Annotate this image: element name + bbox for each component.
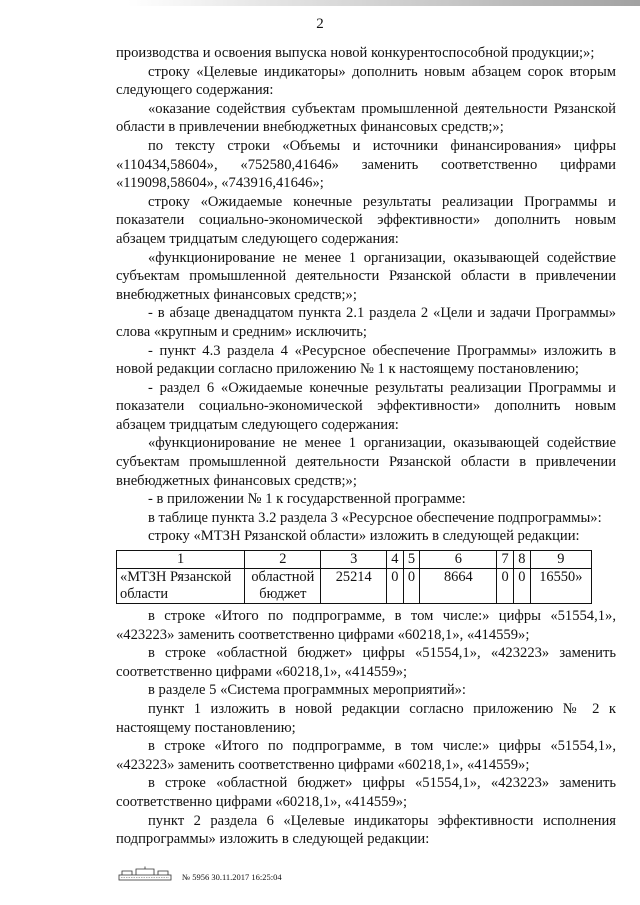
- table-row: [117, 569, 592, 604]
- registration-seal-icon: [118, 866, 172, 882]
- page-number: 2: [316, 16, 324, 32]
- table-header-cell: 3: [321, 551, 387, 569]
- paragraph: «оказание содействия субъектам промышленной деятельности Рязанской области в привлечении внебюджетных финансовых средств;»;: [116, 100, 616, 136]
- paragraph: в строке «областной бюджет» цифры «51554,1», «423223» заменить соответственно цифрами «60218,1», «414559»;: [116, 645, 616, 680]
- table-cell: 0: [403, 569, 420, 604]
- resource-table: [116, 550, 592, 604]
- paragraphs-after-table: [116, 607, 616, 849]
- scan-edge-shadow: [0, 0, 640, 6]
- paragraph: пункт 1 изложить в новой редакции согласно приложению № 2 к настоящему постановлению;: [116, 701, 616, 736]
- paragraph: производства и освоения выпуска новой конкурентоспособной продукции;»;: [116, 45, 595, 61]
- paragraph: строку «МТЗН Рязанской области» изложить в следующей редакции:: [148, 528, 580, 545]
- paragraph: пункт 2 раздела 6 «Целевые индикаторы эффективности исполнения подпрограммы» изложить в следующей редакции:: [116, 812, 616, 848]
- paragraph: - пункт 4.3 раздела 4 «Ресурсное обеспечение Программы» изложить в новой редакции согласно приложению № 1 к настоящему постановлению;: [116, 342, 616, 378]
- table-cell: 25214: [321, 569, 387, 604]
- table-cell: 0: [497, 569, 514, 604]
- table-header-row: [117, 551, 592, 569]
- table-header-cell: 2: [245, 551, 321, 569]
- table-cell: областной бюджет: [245, 569, 321, 604]
- paragraph: - раздел 6 «Ожидаемые конечные результаты реализации Программы и показатели социально-экономической эффективности» дополнить новым абзацем тридцатым следующего содержания:: [116, 379, 616, 433]
- paragraph: в строке «Итого по подпрограмме, в том числе:» цифры «51554,1», «423223» заменить соответственно цифрами «60218,1», «414559»;: [116, 738, 616, 773]
- paragraph: строку «Ожидаемые конечные результаты реализации Программы и показатели социально-экономической эффективности» дополнить новым абзацем тридцатым следующего содержания:: [116, 193, 616, 247]
- paragraph: в строке «Итого по подпрограмме, в том числе:» цифры «51554,1», «423223» заменить соответственно цифрами «60218,1», «414559»;: [116, 608, 616, 643]
- paragraph: «функционирование не менее 1 организации, оказывающей содействие субъектам промышленной деятельности Рязанской области в привлечении внебюджетных финансовых средств;»;: [116, 249, 616, 303]
- table-header-cell: 5: [403, 551, 420, 569]
- table-header-cell: 4: [387, 551, 404, 569]
- paragraphs-before-table: [116, 44, 616, 546]
- paragraph: в разделе 5 «Система программных мероприятий»:: [148, 682, 466, 699]
- paragraph: «функционирование не менее 1 организации, оказывающей содействие субъектам промышленной деятельности Рязанской области в привлечении внебюджетных финансовых средств;»;: [116, 435, 616, 489]
- table-header-cell: 1: [117, 551, 245, 569]
- paragraph: строку «Целевые индикаторы» дополнить новым абзацем сорок вторым следующего содержания:: [116, 63, 616, 99]
- table-header-cell: 8: [513, 551, 530, 569]
- document-body: [116, 44, 616, 849]
- table-header-cell: 6: [420, 551, 497, 569]
- table-header-cell: 7: [497, 551, 514, 569]
- table-cell: 16550»: [530, 569, 591, 604]
- paragraph: - в абзаце двенадцатом пункта 2.1 раздела 2 «Цели и задачи Программы» слова «крупным и средним» исключить;: [116, 305, 616, 340]
- table-cell: «МТЗН Рязанской области: [117, 569, 245, 604]
- paragraph: в строке «областной бюджет» цифры «51554,1», «423223» заменить соответственно цифрами «60218,1», «414559»;: [116, 775, 616, 810]
- table-cell: 8664: [420, 569, 497, 604]
- table-header-cell: 9: [530, 551, 591, 569]
- paragraph: по тексту строки «Объемы и источники финансирования» цифры «110434,58604», «752580,41646» заменить соответственно цифрами «119098,58604», «743916,41646»;: [116, 137, 616, 192]
- paragraph: - в приложении № 1 к государственной программе:: [148, 491, 466, 508]
- registration-stamp: № 5956 30.11.2017 16:25:04: [182, 872, 282, 882]
- table-cell: 0: [513, 569, 530, 604]
- table-cell: 0: [387, 569, 404, 604]
- paragraph: в таблице пункта 3.2 раздела 3 «Ресурсное обеспечение подпрограммы»:: [148, 509, 602, 526]
